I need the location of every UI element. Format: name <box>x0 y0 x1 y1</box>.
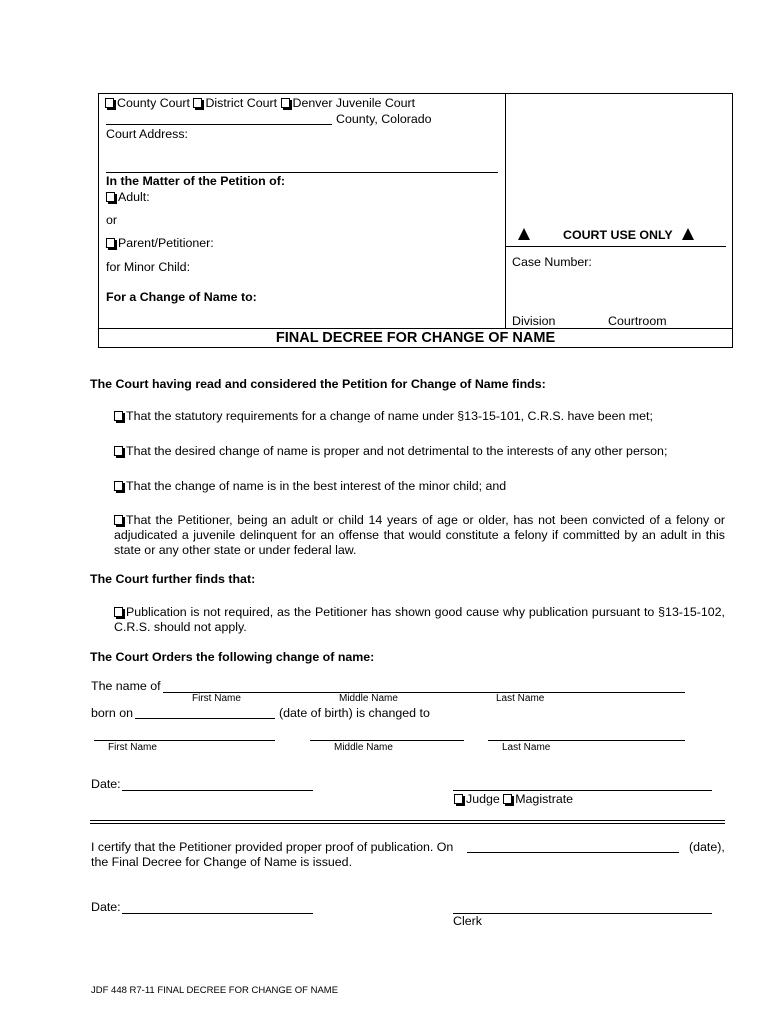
district-court-checkbox[interactable] <box>193 98 202 108</box>
adult-label: Adult: <box>118 190 150 204</box>
document-title: FINAL DECREE FOR CHANGE OF NAME <box>275 330 556 346</box>
new-first-name-caption: First Name <box>108 742 157 753</box>
finding-4-checkbox[interactable] <box>114 515 123 525</box>
finding-2-text: That the desired change of name is proper and not detrimental to the interests of any other person; <box>126 444 668 458</box>
name-of-label: The name of <box>91 679 161 693</box>
date-label-1: Date: <box>91 777 121 791</box>
footer: JDF 448 R7-11 FINAL DECREE FOR CHANGE OF NAME <box>91 985 339 996</box>
certify-date-suffix: (date), <box>689 840 725 854</box>
section-divider <box>90 820 725 824</box>
district-court-label: District Court <box>205 96 278 110</box>
current-name-line[interactable] <box>163 692 685 693</box>
certify-text-end: the Final Decree for Change of Name is issued. <box>91 855 353 869</box>
new-last-name-caption: Last Name <box>502 742 551 753</box>
finding-3-checkbox[interactable] <box>114 481 123 491</box>
further-heading: The Court further finds that: <box>90 572 256 586</box>
matter-label: In the Matter of the Petition of: <box>106 174 285 188</box>
court-address-line[interactable] <box>106 172 498 173</box>
current-middle-name-caption: Middle Name <box>339 693 398 704</box>
clerk-signature-line[interactable] <box>453 913 712 914</box>
publication-checkbox[interactable] <box>114 607 123 617</box>
minor-label: for Minor Child: <box>106 260 191 274</box>
finding-1-checkbox[interactable] <box>114 411 123 421</box>
born-on-label: born on <box>91 706 134 720</box>
judge-row <box>454 792 573 806</box>
triangle-left-icon <box>518 228 530 242</box>
finding-item-1 <box>114 409 653 423</box>
parent-label: Parent/Petitioner: <box>118 236 214 250</box>
county-name-line[interactable] <box>106 124 332 125</box>
current-last-name-caption: Last Name <box>496 693 545 704</box>
court-use-divider <box>505 246 726 247</box>
county-court-label: County Court <box>117 96 191 110</box>
new-middle-name-line[interactable] <box>310 740 464 741</box>
new-first-name-line[interactable] <box>94 740 275 741</box>
finding-1-text: That the statutory requirements for a change of name under §13-15-101, C.R.S. have been met; <box>126 409 653 423</box>
denver-juvenile-court-label: Denver Juvenile Court <box>292 96 416 110</box>
current-first-name-caption: First Name <box>192 693 241 704</box>
publication-text: Publication is not required, as the Petitioner has shown good cause why publication pursuant to §13-15-102, C.R.S. should not apply. <box>114 605 725 634</box>
finding-item-2 <box>114 444 667 458</box>
further-item <box>114 605 725 635</box>
publication-date-line[interactable] <box>467 852 679 853</box>
date-line-1[interactable] <box>122 790 313 791</box>
division-label: Division <box>512 314 556 328</box>
finding-3-text: That the change of name is in the best interest of the minor child; and <box>126 479 507 493</box>
date-line-2[interactable] <box>122 913 313 914</box>
case-number-label: Case Number: <box>512 255 592 269</box>
denver-juvenile-court-checkbox[interactable] <box>281 98 290 108</box>
certify-text-start: I certify that the Petitioner provided proper proof of publication. On <box>91 840 454 854</box>
magistrate-label: Magistrate <box>515 792 574 806</box>
courtroom-label: Courtroom <box>608 314 667 328</box>
caption-divider-horizontal <box>98 328 733 329</box>
finding-4-text: That the Petitioner, being an adult or child 14 years of age or older, has not been convicted of a felony or adjudicated a juvenile delinquent for an offense that would constitute a felony if committed by an adult in this state or any other state or under federal law. <box>114 513 725 557</box>
county-suffix: County, Colorado <box>336 112 432 126</box>
court-type-row <box>105 96 415 110</box>
orders-heading: The Court Orders the following change of name: <box>90 650 375 664</box>
magistrate-checkbox[interactable] <box>503 794 512 804</box>
caption-box <box>98 93 733 348</box>
findings-heading: The Court having read and considered the Petition for Change of Name finds: <box>90 377 546 391</box>
court-use-only-label: COURT USE ONLY <box>563 228 673 242</box>
caption-divider-vertical <box>505 93 506 329</box>
court-address-label: Court Address: <box>106 127 188 141</box>
dob-line[interactable] <box>135 718 275 719</box>
county-court-checkbox[interactable] <box>105 98 114 108</box>
change-label: For a Change of Name to: <box>106 290 257 304</box>
adult-checkbox[interactable] <box>106 192 115 202</box>
judge-checkbox[interactable] <box>454 794 463 804</box>
dob-changed-label: (date of birth) is changed to <box>279 706 430 720</box>
finding-2-checkbox[interactable] <box>114 446 123 456</box>
judge-signature-line[interactable] <box>453 790 712 791</box>
finding-item-4 <box>114 513 725 558</box>
clerk-label: Clerk <box>453 914 482 928</box>
parent-checkbox[interactable] <box>106 238 115 248</box>
parent-row <box>106 236 214 250</box>
new-middle-name-caption: Middle Name <box>334 742 393 753</box>
judge-label: Judge <box>466 792 500 806</box>
triangle-right-icon <box>682 228 694 242</box>
or-label: or <box>106 213 118 227</box>
finding-item-3 <box>114 479 506 493</box>
new-last-name-line[interactable] <box>488 740 685 741</box>
adult-row <box>106 190 150 204</box>
date-label-2: Date: <box>91 900 121 914</box>
